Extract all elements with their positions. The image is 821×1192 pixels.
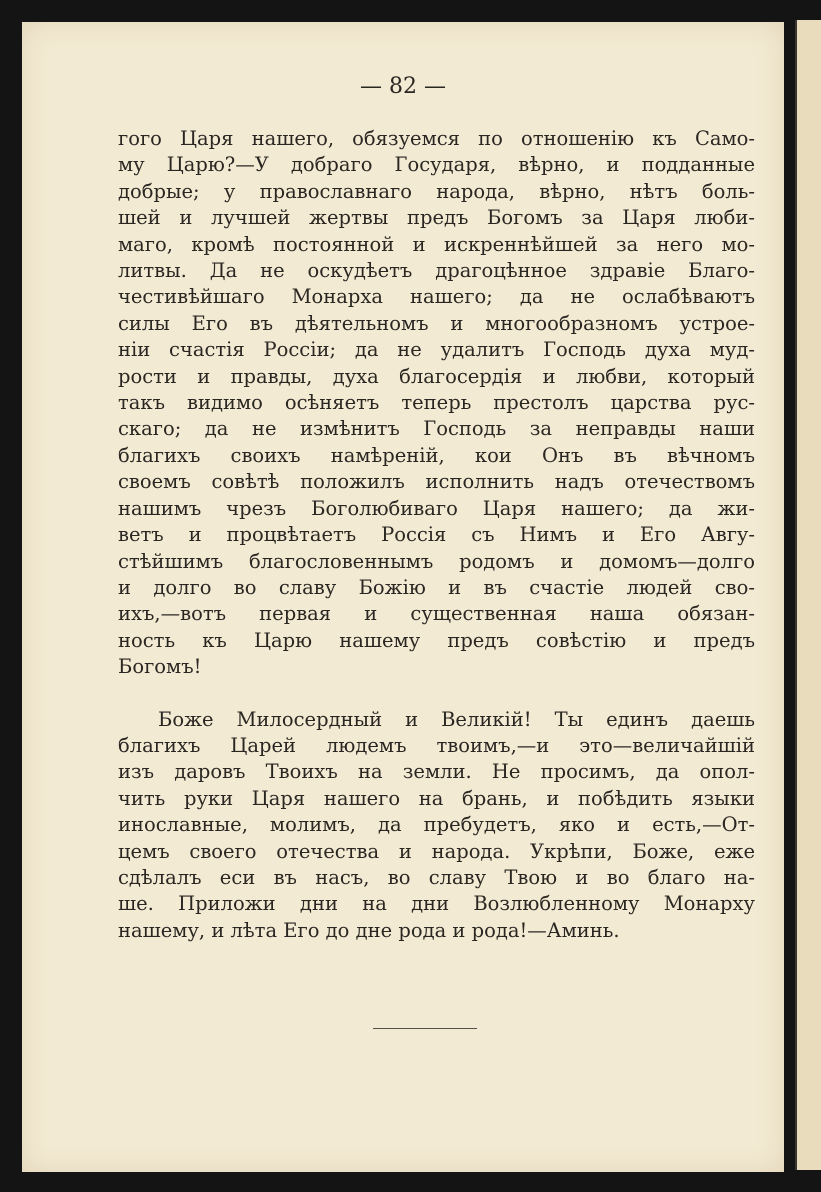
text-line: стѣйшимъ благословеннымъ родомъ и домомъ—долго	[118, 549, 755, 573]
text-line: благихъ своихъ намѣреній, кои Онъ въ вѣчномъ	[118, 443, 755, 467]
text-line: гого Царя нашего, обязуемся по отношенію къ Само-	[118, 127, 755, 150]
text-line: благихъ Царей людемъ твоимъ,—и это—величайшій	[118, 733, 755, 757]
text-line: цемъ своего отечества и народа. Укрѣпи, Боже, еже	[118, 839, 755, 863]
text-line: рости и правды, духа благосердія и любви, который	[118, 364, 755, 388]
page-number: — 82 —	[360, 74, 446, 99]
text-line: шей и лучшей жертвы предъ Богомъ за Царя люби-	[118, 206, 755, 230]
text-line: нашимъ чрезъ Боголюбиваго Царя нашего; да жи-	[118, 496, 755, 520]
text-line: ветъ и процвѣтаетъ Россія съ Нимъ и Его Авгу-	[118, 523, 755, 547]
text-line: чить руки Царя нашего на брань, и побѣдить языки	[118, 786, 755, 810]
text-line: своемъ совѣтѣ положилъ исполнить надъ отечествомъ	[118, 470, 755, 494]
text-line: инославные, молимъ, да пребудетъ, яко и есть,—От-	[118, 813, 755, 837]
text-line: сдѣлалъ еси въ насъ, во славу Твою и во благо на-	[118, 865, 755, 889]
text-line: скаго; да не измѣнитъ Господь за неправды наши	[118, 417, 755, 441]
text-line: такъ видимо осѣняетъ теперь престолъ царства рус-	[118, 391, 755, 415]
text-line: и долго во славу Божію и въ счастіе людей сво-	[118, 575, 755, 599]
text-line: ше. Приложи дни на дни Возлюбленному Монарху	[118, 892, 755, 916]
text-line: нашему, и лѣта Его до дне рода и рода!—Аминь.	[118, 918, 620, 942]
text-line: изъ даровъ Твоихъ на земли. Не просимъ, да опол-	[118, 760, 755, 784]
text-line: Боже Милосердный и Великій! Ты единъ даешь	[158, 707, 755, 731]
text-line: литвы. Да не оскудѣетъ драгоцѣнное здравіе Благо-	[118, 259, 755, 283]
text-line: ніи счастія Россіи; да не удалитъ Господь духа муд-	[118, 338, 755, 362]
page-body	[118, 126, 755, 944]
text-line: му Царю?—У добраго Государя, вѣрно, и подданные	[118, 153, 755, 177]
text-line: ность къ Царю нашему предъ совѣстію и предъ	[118, 628, 755, 652]
text-line: добрые; у православнаго народа, вѣрно, нѣтъ боль-	[118, 179, 755, 203]
book-page	[22, 22, 784, 1172]
paragraph-2	[118, 707, 755, 945]
text-line: честивѣйшаго Монарха нашего; да не ослабѣваютъ	[118, 285, 755, 309]
next-page-edge	[795, 20, 821, 1170]
closing-rule	[373, 1028, 477, 1029]
text-line: ихъ,—вотъ первая и существенная наша обязан-	[118, 602, 755, 626]
paragraph-gap	[118, 681, 755, 707]
text-line: силы Его въ дѣятельномъ и многообразномъ устрое-	[118, 311, 755, 335]
text-line: Богомъ!	[118, 655, 202, 679]
text-line: маго, кромѣ постоянной и искреннѣйшей за него мо-	[118, 232, 755, 256]
paragraph-1	[118, 126, 755, 681]
